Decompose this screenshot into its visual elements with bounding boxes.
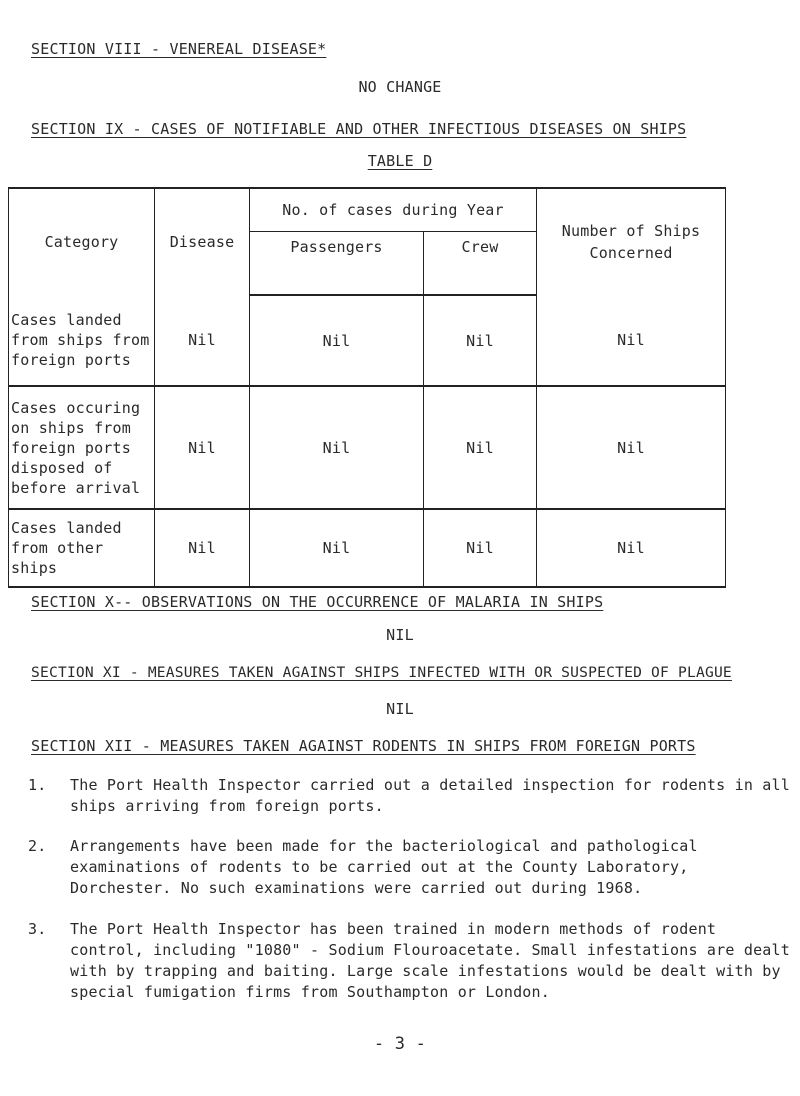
section-x-title: SECTION X-- OBSERVATIONS ON THE OCCURRENCE OF MALARIA IN SHIPS [31, 593, 604, 611]
section-x-status: NIL [386, 626, 414, 644]
row-category: Cases occuring on ships from foreign ports disposed of before arrival [9, 386, 155, 509]
section-xi-title: SECTION XI - MEASURES TAKEN AGAINST SHIPS INFECTED WITH OR SUSPECTED OF PLAGUE [31, 664, 732, 681]
section-ix-title: SECTION IX - CASES OF NOTIFIABLE AND OTHER INFECTIOUS DISEASES ON SHIPS [31, 120, 687, 138]
header-category: Category [9, 188, 155, 295]
item-text: The Port Health Inspector carried out a detailed inspection for rodents in all ships arriving from foreign ports. [70, 776, 790, 815]
header-disease: Disease [155, 188, 250, 295]
header-cases-during-year: No. of cases during Year [250, 188, 537, 232]
item-number: 1. [28, 776, 47, 794]
item-number: 3. [28, 920, 47, 938]
section-viii-title: SECTION VIII - VENEREAL DISEASE* [31, 40, 327, 58]
table-row [9, 386, 726, 509]
header-crew: Crew [424, 232, 537, 296]
row-crew: Nil [424, 509, 537, 587]
row-category: Cases landed from ships from foreign ports [9, 295, 155, 386]
page-number: - 3 - [373, 1034, 427, 1054]
row-category: Cases landed from other ships [9, 509, 155, 587]
section-xi-status: NIL [386, 700, 414, 718]
item-text: The Port Health Inspector has been trained in modern methods of rodent control, including "1080" - Sodium Flouroacetate. Small infestations are dealt with by trapping and baiting. Large scale infestations would be dealt with by special fumigation firms from Southampton or London. [70, 920, 790, 1001]
row-passengers: Nil [250, 509, 424, 587]
row-ships: Nil [537, 386, 726, 509]
table-d [8, 187, 726, 588]
table-d-title: TABLE D [367, 152, 433, 170]
header-ships-concerned: Number of Ships Concerned [537, 188, 726, 295]
table-row [9, 295, 726, 386]
table-row [9, 509, 726, 587]
section-xii-title: SECTION XII - MEASURES TAKEN AGAINST RODENTS IN SHIPS FROM FOREIGN PORTS [31, 737, 696, 755]
row-crew: Nil [424, 295, 537, 386]
row-ships: Nil [537, 509, 726, 587]
item-text: Arrangements have been made for the bacteriological and pathological examinations of rodents to be carried out at the County Laboratory, Dorchester. No such examinations were carried out during 1968. [70, 837, 698, 897]
row-passengers: Nil [250, 295, 424, 386]
row-passengers: Nil [250, 386, 424, 509]
row-disease: Nil [155, 386, 250, 509]
row-ships: Nil [537, 295, 726, 386]
item-number: 2. [28, 837, 47, 855]
row-crew: Nil [424, 386, 537, 509]
row-disease: Nil [155, 509, 250, 587]
header-passengers: Passengers [250, 232, 424, 296]
row-disease: Nil [155, 295, 250, 386]
section-viii-status: NO CHANGE [358, 78, 442, 96]
